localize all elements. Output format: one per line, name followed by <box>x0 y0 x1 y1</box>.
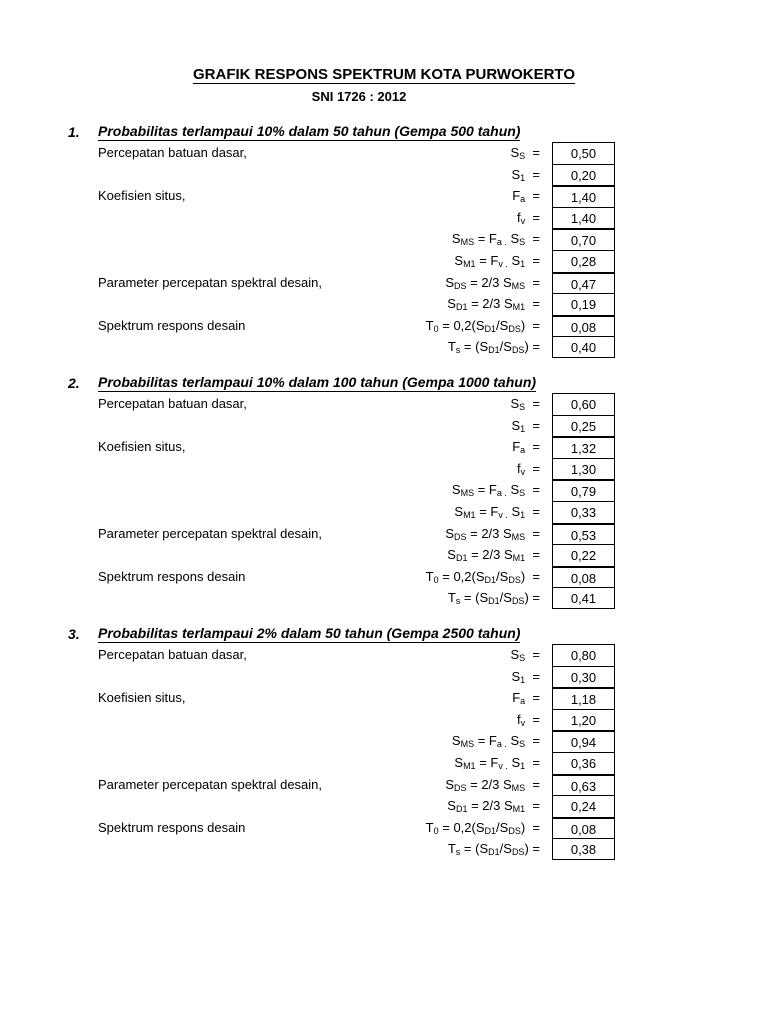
row-fa <box>0 687 768 709</box>
value-sd1: 0,19 <box>552 293 615 315</box>
row-ts <box>0 838 768 860</box>
section-number: 3. <box>68 626 80 642</box>
formula-fv: $f_v$ = <box>517 209 540 226</box>
value-s1: 0,20 <box>552 164 615 186</box>
value-ss: 0,80 <box>552 644 615 666</box>
row-label: Percepatan batuan dasar, <box>98 145 247 160</box>
row-sd1 <box>0 293 768 315</box>
formula-sms: $S_{MS} = F_{a .}$ $S_S$ = <box>451 231 540 248</box>
section-number: 1. <box>68 124 80 140</box>
formula-t0: $T_0 = 0,2(S_{D1}/S_{DS})$ = <box>425 317 540 334</box>
formula-sm1: $S_{M1} = F_{v .}$ $S_1$ = <box>454 755 540 771</box>
formula-s1: $S_1$ = <box>511 417 540 434</box>
row-label: Spektrum respons desain <box>98 568 246 584</box>
value-fv: 1,20 <box>552 709 615 731</box>
row-label: Parameter percepatan spektral desain, <box>98 525 323 541</box>
row-fv <box>0 458 768 480</box>
row-s1 <box>0 666 768 688</box>
row-label: Spektrum respons desain <box>98 317 246 333</box>
formula-t0: $T_0 = 0,2(S_{D1}/S_{DS})$ = <box>425 568 540 585</box>
value-sms: 0,94 <box>552 730 615 752</box>
formula-sds: $S_{DS} = 2/3$ $S_{MS}$ = <box>445 776 540 793</box>
row-label: Koefisien situs, <box>98 690 186 706</box>
formula-s1: $S_1$ = <box>511 668 540 685</box>
row-sds <box>0 272 768 294</box>
formula-fv: $f_v$ = <box>517 711 540 728</box>
row-sd1 <box>0 795 768 817</box>
page-subtitle: SNI 1726 : 2012 <box>311 89 407 104</box>
row-ss <box>0 142 768 164</box>
formula-sd1: $S_{D1} = 2/3$ $S_{M1}$ = <box>447 296 540 313</box>
row-ts <box>0 336 768 358</box>
value-sd1: 0,24 <box>552 795 615 817</box>
value-fa: 1,32 <box>552 436 615 458</box>
row-ss <box>0 644 768 666</box>
row-sms <box>0 228 768 250</box>
value-t0: 0,08 <box>552 315 615 337</box>
row-fv <box>0 709 768 731</box>
row-s1 <box>0 415 768 437</box>
row-t0 <box>0 566 768 588</box>
row-sm1 <box>0 250 768 272</box>
row-label: Percepatan batuan dasar, <box>98 396 247 411</box>
formula-sds: $S_{DS} = 2/3$ $S_{MS}$ = <box>445 274 540 291</box>
formula-ts: $T_s = (S_{D1}/S_{DS})$ = <box>447 590 540 607</box>
value-fv: 1,40 <box>552 207 615 229</box>
formula-sd1: $S_{D1} = 2/3$ $S_{M1}$ = <box>447 798 540 815</box>
row-label: Percepatan batuan dasar, <box>98 647 247 662</box>
formula-fa: $F_a$ = <box>512 188 540 205</box>
value-sds: 0,53 <box>552 523 615 545</box>
row-t0 <box>0 315 768 337</box>
row-label: Spektrum respons desain <box>98 819 246 835</box>
row-sm1 <box>0 752 768 774</box>
value-ts: 0,40 <box>552 336 615 358</box>
section-heading <box>0 122 700 142</box>
value-sm1: 0,36 <box>552 752 615 774</box>
value-t0: 0,08 <box>552 566 615 588</box>
formula-fa: $F_a$ = <box>512 439 540 456</box>
value-fv: 1,30 <box>552 458 615 480</box>
formula-fa: $F_a$ = <box>512 690 540 707</box>
formula-sd1: $S_{D1} = 2/3$ $S_{M1}$ = <box>447 547 540 564</box>
row-fa <box>0 436 768 458</box>
row-sds <box>0 774 768 796</box>
formula-ts: $T_s = (S_{D1}/S_{DS})$ = <box>447 339 540 356</box>
section-title: Probabilitas terlampaui 2% dalam 50 tahun (Gempa 2500 tahun) <box>98 625 521 641</box>
page-title: GRAFIK RESPONS SPEKTRUM KOTA PURWOKERTO <box>193 66 575 83</box>
row-sd1 <box>0 544 768 566</box>
section-title: Probabilitas terlampaui 10% dalam 100 tahun (Gempa 1000 tahun) <box>98 374 537 390</box>
row-ts <box>0 587 768 609</box>
row-ss <box>0 393 768 415</box>
value-t0: 0,08 <box>552 817 615 839</box>
section-heading <box>0 624 700 644</box>
row-label: Koefisien situs, <box>98 439 186 455</box>
row-sms <box>0 730 768 752</box>
value-s1: 0,30 <box>552 666 615 688</box>
section-heading <box>0 373 700 393</box>
value-sds: 0,63 <box>552 774 615 796</box>
formula-ts: $T_s = (S_{D1}/S_{DS})$ = <box>447 841 540 858</box>
value-ss: 0,60 <box>552 393 615 415</box>
row-sds <box>0 523 768 545</box>
row-s1 <box>0 164 768 186</box>
row-fa <box>0 185 768 207</box>
row-sms <box>0 479 768 501</box>
section-title: Probabilitas terlampaui 10% dalam 50 tahun (Gempa 500 tahun) <box>98 123 521 139</box>
formula-sm1: $S_{M1} = F_{v .}$ $S_1$ = <box>454 504 540 520</box>
value-sds: 0,47 <box>552 272 615 294</box>
value-ts: 0,38 <box>552 838 615 860</box>
value-sm1: 0,28 <box>552 250 615 272</box>
formula-ss: $S_S$ = <box>510 396 540 412</box>
formula-sm1: $S_{M1} = F_{v .}$ $S_1$ = <box>454 253 540 269</box>
formula-fv: $f_v$ = <box>517 460 540 477</box>
formula-sms: $S_{MS} = F_{a .}$ $S_S$ = <box>451 482 540 499</box>
formula-sds: $S_{DS} = 2/3$ $S_{MS}$ = <box>445 525 540 542</box>
value-fa: 1,40 <box>552 185 615 207</box>
row-sm1 <box>0 501 768 523</box>
row-fv <box>0 207 768 229</box>
row-label: Koefisien situs, <box>98 188 186 204</box>
value-ss: 0,50 <box>552 142 615 164</box>
formula-sms: $S_{MS} = F_{a .}$ $S_S$ = <box>451 733 540 750</box>
value-sms: 0,70 <box>552 228 615 250</box>
value-fa: 1,18 <box>552 687 615 709</box>
value-sm1: 0,33 <box>552 501 615 523</box>
value-s1: 0,25 <box>552 415 615 437</box>
formula-ss: $S_S$ = <box>510 145 540 161</box>
formula-t0: $T_0 = 0,2(S_{D1}/S_{DS})$ = <box>425 819 540 836</box>
formula-ss: $S_S$ = <box>510 647 540 663</box>
section-number: 2. <box>68 375 80 391</box>
row-label: Parameter percepatan spektral desain, <box>98 274 323 290</box>
formula-s1: $S_1$ = <box>511 166 540 183</box>
value-sd1: 0,22 <box>552 544 615 566</box>
value-ts: 0,41 <box>552 587 615 609</box>
row-t0 <box>0 817 768 839</box>
row-label: Parameter percepatan spektral desain, <box>98 776 323 792</box>
value-sms: 0,79 <box>552 479 615 501</box>
